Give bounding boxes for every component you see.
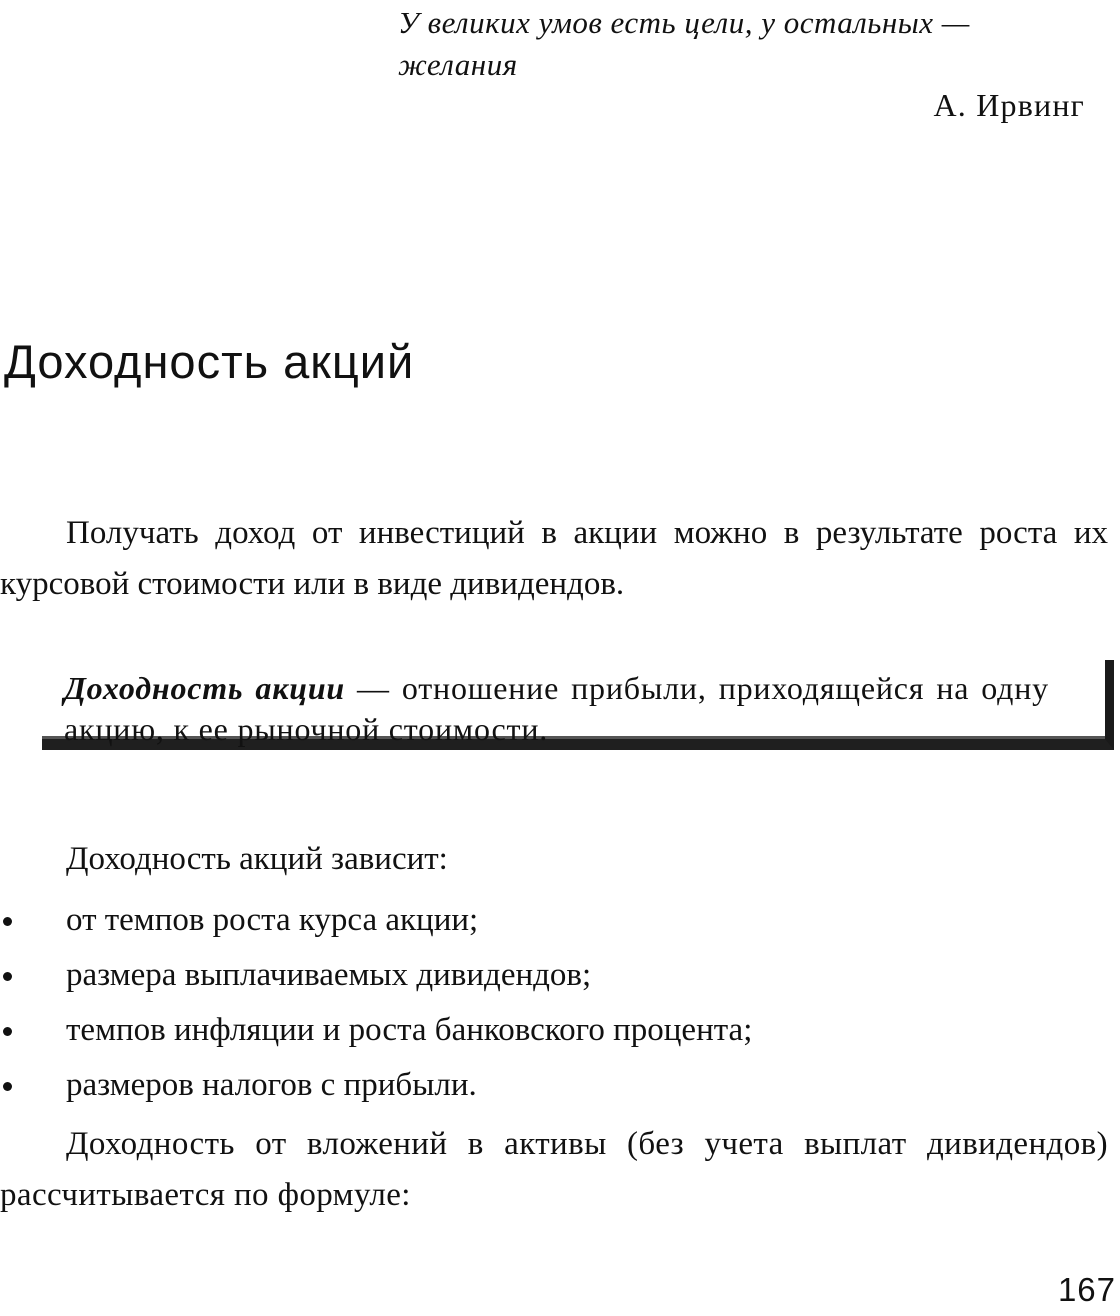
factors-list (0, 893, 752, 1113)
definition-text (64, 668, 1049, 750)
epigraph-quote-line-2: желания (398, 47, 518, 82)
list-item (0, 1003, 752, 1058)
bullet-icon (3, 917, 12, 926)
list-item-text: размеров налогов с прибыли. (66, 1067, 477, 1103)
epigraph (398, 2, 1098, 123)
bullet-icon (3, 1027, 12, 1036)
definition-term: Доходность акции (64, 670, 346, 706)
list-item (0, 948, 752, 1003)
list-item-text: от темпов роста курса акции; (66, 902, 479, 938)
definition-body: — отношение прибыли, приходящейся на одну акцию, к ее рыночной стоимости. (64, 670, 1049, 747)
bullet-icon (3, 972, 12, 981)
list-item-text: темпов инфляции и роста банковского процента; (66, 1012, 753, 1048)
factors-lead: Доходность акций зависит: (66, 841, 448, 877)
list-item (0, 893, 752, 948)
intro-paragraph: Получать доход от инвестиций в акции можно в результате роста их курсовой стоимости или в виде дивидендов. (0, 515, 1108, 602)
epigraph-quote (398, 2, 1098, 86)
epigraph-author: А. Ирвинг (933, 87, 1085, 123)
list-item-text: размера выплачиваемых дивидендов; (66, 957, 592, 993)
page-number: 167 (1057, 1271, 1116, 1308)
bullet-icon (3, 1082, 12, 1091)
chapter-title: Доходность акций (4, 335, 415, 388)
list-item (0, 1058, 752, 1113)
definition-box (42, 660, 1114, 750)
formula-intro-paragraph: Доходность от вложений в активы (без учета выплат дивидендов) рассчитывается по формуле: (0, 1126, 1108, 1213)
epigraph-quote-line-1: У великих умов есть цели, у остальных — (398, 5, 970, 40)
